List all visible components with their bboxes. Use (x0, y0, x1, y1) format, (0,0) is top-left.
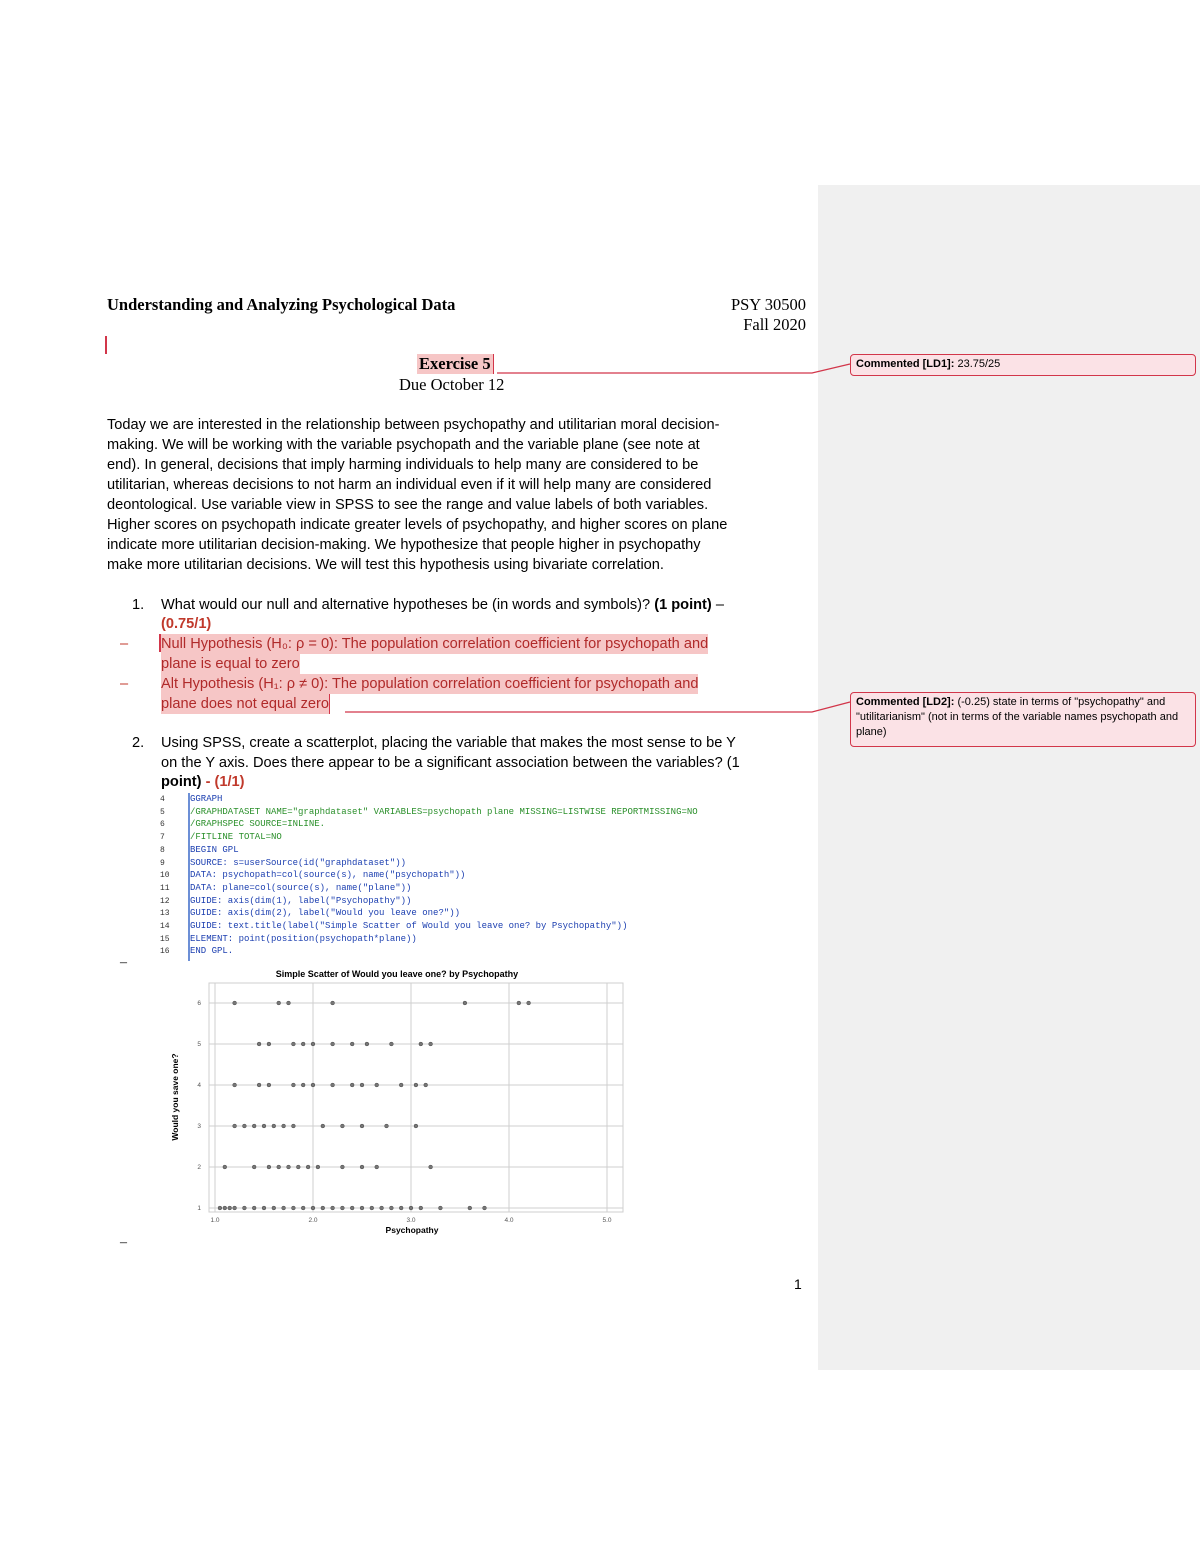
y-tick-label: 4 (197, 1082, 201, 1089)
syntax-text: GUIDE: axis(dim(1), label("Psychopathy")) (190, 895, 412, 906)
scatter-point (483, 1206, 487, 1210)
chart-ticks (197, 1000, 612, 1224)
q1-dash: – (715, 597, 724, 613)
scatter-point (228, 1206, 232, 1210)
scatter-point (233, 1083, 237, 1087)
syntax-text: DATA: plane=col(source(s), name("plane")) (190, 882, 412, 893)
y-axis-label: Would you save one? (170, 1053, 180, 1141)
scatter-point (370, 1206, 374, 1210)
line-number: 14 (160, 922, 170, 931)
scatter-point (243, 1124, 247, 1128)
q1-number: 1. (132, 597, 145, 613)
q1-question: What would our null and alternative hypotheses be (in words and symbols)? (161, 597, 651, 613)
syntax-text: BEGIN GPL (190, 844, 239, 855)
syntax-text: /FITLINE TOTAL=NO (190, 832, 282, 843)
course-code: PSY 30500 (730, 295, 806, 314)
list-dash: – (120, 636, 129, 652)
scatter-point (419, 1206, 423, 1210)
scatter-point (301, 1042, 305, 1046)
scatter-point (223, 1206, 227, 1210)
list-dash: – (120, 676, 129, 692)
scatter-point (233, 1124, 237, 1128)
scatter-point (252, 1124, 256, 1128)
scatter-point (267, 1083, 271, 1087)
scatter-point (321, 1206, 325, 1210)
x-tick-label: 5.0 (602, 1217, 612, 1224)
syntax-text: GUIDE: axis(dim(2), label("Would you leave one?")) (190, 908, 461, 919)
q2-score-line (161, 772, 245, 792)
scatter-point (331, 1083, 335, 1087)
term: Fall 2020 (743, 315, 806, 334)
comment-ld1[interactable] (850, 354, 1196, 376)
scatter-point (296, 1165, 300, 1169)
comment-connector-2 (345, 702, 850, 712)
scatter-point (257, 1042, 261, 1046)
scatter-point (375, 1165, 379, 1169)
line-number: 16 (160, 947, 170, 957)
intro-line: end). In general, decisions that imply harming individuals to help many are considered to be (107, 457, 699, 473)
line-number: 12 (160, 896, 170, 906)
line-number: 13 (160, 909, 170, 919)
y-tick-label: 6 (197, 1000, 201, 1007)
scatter-point (287, 1165, 291, 1169)
line-number: 11 (160, 883, 170, 893)
syntax-text: END GPL. (190, 946, 234, 957)
y-tick-label: 5 (197, 1041, 201, 1048)
scatter-point (390, 1206, 394, 1210)
syntax-text: GUIDE: text.title(label("Simple Scatter of Would you leave one? by Psychopathy")) (190, 921, 628, 931)
scatter-point (419, 1042, 423, 1046)
scatter-point (365, 1042, 369, 1046)
scatter-point (360, 1124, 364, 1128)
course-title: Understanding and Analyzing Psychological Data (107, 295, 456, 314)
scatter-point (272, 1206, 276, 1210)
scatter-point (218, 1206, 222, 1210)
syntax-text: ELEMENT: point(position(psychopath*plane)) (190, 933, 417, 944)
q2-score: (1/1) (214, 774, 245, 790)
scatter-point (233, 1001, 237, 1005)
scatter-point (277, 1165, 281, 1169)
scatter-point (331, 1042, 335, 1046)
scatter-point (243, 1206, 247, 1210)
scatter-point (292, 1124, 296, 1128)
null-hypothesis-line1: Null Hypothesis (H₀: ρ = 0): The population correlation coefficient for psychopath and (161, 636, 709, 652)
scatter-point (360, 1206, 364, 1210)
intro-line: making. We will be working with the variable psychopath and the variable plane (see note at (107, 437, 700, 453)
chart-title: Simple Scatter of Would you leave one? by Psychopathy (275, 969, 519, 979)
scatter-point (252, 1206, 256, 1210)
scatter-point (380, 1206, 384, 1210)
scatter-point (223, 1165, 227, 1169)
scatter-point (262, 1124, 266, 1128)
alt-hypothesis-line1: Alt Hypothesis (H₁: ρ ≠ 0): The population correlation coefficient for psychopath and (161, 676, 699, 692)
scatter-point (331, 1206, 335, 1210)
x-axis-label: Psychopathy (385, 1225, 439, 1235)
scatter-point (292, 1083, 296, 1087)
scatter-point (375, 1083, 379, 1087)
intro-line: Higher scores on psychopath indicate greater levels of psychopathy, and higher scores on plane (107, 517, 728, 533)
chart-points (218, 1001, 531, 1210)
x-tick-label: 1.0 (210, 1217, 220, 1224)
list-dash: – (120, 955, 127, 970)
scatter-point (439, 1206, 443, 1210)
line-number: 5 (160, 807, 165, 817)
intro-line: indicate more utilitarian decision-making. We hypothesize that people higher in psychopathy (107, 537, 701, 553)
syntax-text: GGRAPH (190, 794, 223, 804)
syntax-text: DATA: psychopath=col(source(s), name("psychopath")) (190, 870, 466, 881)
syntax-text: SOURCE: s=userSource(id("graphdataset")) (190, 857, 407, 868)
comment-author: Commented [LD2]: (856, 696, 955, 708)
list-dash: – (120, 1235, 127, 1250)
q2-number: 2. (132, 735, 145, 751)
scatter-point (292, 1206, 296, 1210)
alt-hypothesis-line2: plane does not equal zero (161, 696, 329, 712)
scatter-point (282, 1124, 286, 1128)
comment-author: Commented [LD1]: (856, 358, 955, 370)
scatter-point (233, 1206, 237, 1210)
scatter-point (429, 1165, 433, 1169)
null-hypothesis-line2: plane is equal to zero (161, 656, 300, 672)
scatter-point (341, 1124, 345, 1128)
scatter-point (316, 1165, 320, 1169)
line-number: 10 (160, 871, 170, 881)
due-date: Due October 12 (399, 375, 505, 394)
q2-line2: on the Y axis. Does there appear to be a significant association between the variables? (1 (161, 755, 740, 771)
line-number: 6 (160, 820, 165, 830)
y-tick-label: 3 (197, 1123, 201, 1130)
scatter-point (282, 1206, 286, 1210)
q1-points: (1 point) (654, 597, 712, 613)
scatter-point (360, 1165, 364, 1169)
syntax-text: /GRAPHDATASET NAME="graphdataset" VARIABLES=psychopath plane MISSING=LISTWISE REPORTMISSING=NO (190, 806, 698, 817)
scatter-point (399, 1206, 403, 1210)
scatter-point (257, 1083, 261, 1087)
line-number: 8 (160, 845, 165, 855)
scatter-point (311, 1083, 315, 1087)
scatter-point (311, 1206, 315, 1210)
scatter-point (287, 1001, 291, 1005)
scatter-point (385, 1124, 389, 1128)
scatter-point (350, 1206, 354, 1210)
y-tick-label: 2 (197, 1164, 201, 1171)
scatter-point (517, 1001, 521, 1005)
y-tick-label: 1 (197, 1205, 201, 1212)
q2-line1: Using SPSS, create a scatterplot, placing the variable that makes the most sense to be Y (161, 735, 736, 751)
q1-score: (0.75/1) (161, 616, 212, 632)
chart-grid (209, 983, 623, 1212)
comment-ld2[interactable] (850, 692, 1196, 747)
scatter-point (321, 1124, 325, 1128)
intro-line: utilitarian, whereas decisions to not harm an individual even if it will help many are considered (107, 477, 712, 493)
scatter-point (341, 1206, 345, 1210)
scatter-point (267, 1165, 271, 1169)
scatter-point (429, 1042, 433, 1046)
scatter-point (414, 1083, 418, 1087)
line-number: 7 (160, 833, 165, 843)
scatter-point (311, 1042, 315, 1046)
intro-line: Today we are interested in the relationship between psychopathy and utilitarian moral decision- (107, 417, 720, 433)
scatter-point (414, 1124, 418, 1128)
scatter-point (331, 1001, 335, 1005)
scatter-point (267, 1042, 271, 1046)
x-tick-label: 4.0 (504, 1217, 514, 1224)
x-tick-label: 2.0 (308, 1217, 318, 1224)
intro-line: make more utilitarian decisions. We will test this hypothesis using bivariate correlation. (107, 557, 664, 573)
page-number: 1 (794, 1276, 802, 1292)
comment-text: 23.75/25 (957, 358, 1001, 370)
scatterplot (160, 965, 640, 1240)
scatter-point (306, 1165, 310, 1169)
scatter-point (463, 1001, 467, 1005)
scatter-point (409, 1206, 413, 1210)
scatter-point (301, 1206, 305, 1210)
scatter-point (468, 1206, 472, 1210)
plot-frame (209, 983, 623, 1212)
line-number: 9 (160, 858, 165, 868)
scatter-point (350, 1083, 354, 1087)
spss-syntax-block (160, 793, 720, 963)
line-number: 4 (160, 795, 165, 804)
line-number: 15 (160, 934, 170, 944)
scatter-point (527, 1001, 531, 1005)
scatter-point (292, 1042, 296, 1046)
scatter-point (262, 1206, 266, 1210)
scatter-point (341, 1165, 345, 1169)
intro-line: deontological. Use variable view in SPSS to see the range and value labels of both variables. (107, 497, 709, 513)
comment-connector-1 (497, 364, 850, 373)
scatter-point (390, 1042, 394, 1046)
scatter-point (350, 1042, 354, 1046)
scatter-point (301, 1083, 305, 1087)
syntax-text: /GRAPHSPEC SOURCE=INLINE. (190, 819, 326, 830)
q2-dash: - (201, 774, 215, 790)
scatter-point (424, 1083, 428, 1087)
scatter-point (252, 1165, 256, 1169)
scatter-point (399, 1083, 403, 1087)
q2-points: point) (161, 774, 202, 790)
scatter-point (277, 1001, 281, 1005)
comment-text: (-0.25) state in terms of "psychopathy" and "utilitarianism" (not in terms of the variable names psychopath and plane) (856, 696, 1179, 738)
exercise-title: Exercise 5 (417, 354, 494, 374)
comment-connectors (0, 0, 1200, 760)
x-tick-label: 3.0 (406, 1217, 416, 1224)
scatter-point (360, 1083, 364, 1087)
scatter-point (272, 1124, 276, 1128)
